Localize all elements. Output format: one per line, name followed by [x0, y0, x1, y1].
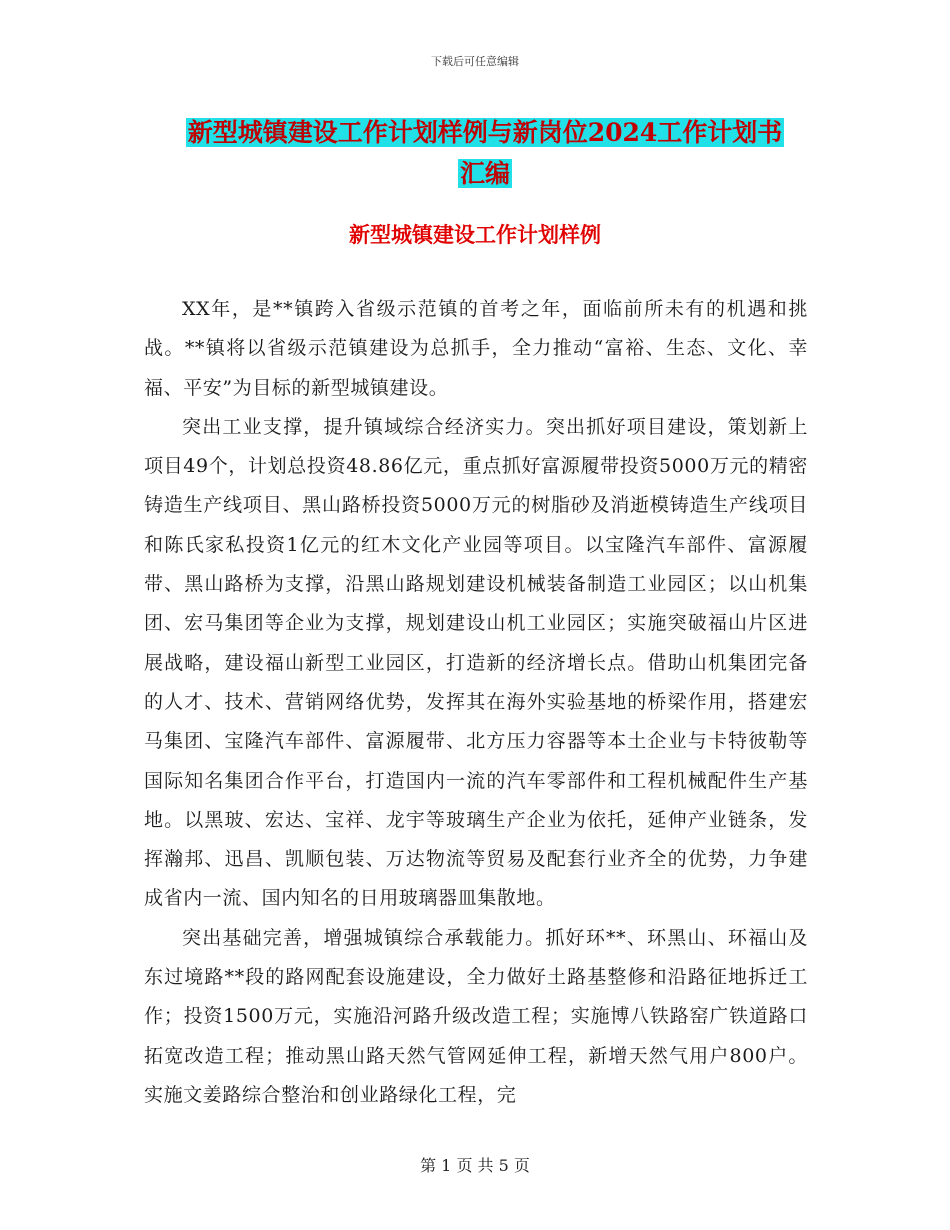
- document-title: [140, 112, 830, 194]
- page-footer: 第 1 页 共 5 页: [420, 1156, 530, 1175]
- body-paragraph: 突出工业支撑，提升镇域综合经济实力。突出抓好项目建设，策划新上项目49个，计划总投资48.86亿元，重点抓好富源履带投资5000万元的精密铸造生产线项目、黑山路桥投资5000万元的树脂砂及消逝模铸造生产线项目和陈氏家私投资1亿元的红木文化产业园等项目。以宝隆汽车部件、富源履带、黑山路桥为支撑，沿黑山路规划建设机械装备制造工业园区；以山机集团、宏马集团等企业为支撑，规划建设山机工业园区；实施突破福山片区进展战略，建设福山新型工业园区，打造新的经济增长点。借助山机集团完备的人才、技术、营销网络优势，发挥其在海外实验基地的桥梁作用，搭建宏马集团、宝隆汽车部件、富源履带、北方压力容器等本土企业与卡特彼勒等国际知名集团合作平台，打造国内一流的汽车零部件和工程机械配件生产基地。以黑玻、宏达、宝祥、龙宇等玻璃生产企业为依托，延伸产业链条，发挥瀚邦、迅昌、凯顺包装、万达物流等贸易及配套行业齐全的优势，力争建成省内一流、国内知名的日用玻璃器皿集散地。: [144, 415, 808, 910]
- body-paragraph: 突出基础完善，增强城镇综合承载能力。抓好环**、环黑山、环福山及东过境路**段的路网配套设施建设，全力做好土路基整修和沿路征地拆迁工作；投资1500万元，实施沿河路升级改造工程；实施博八铁路窑广铁道路口拓宽改造工程；推动黑山路天然气管网延伸工程，新增天然气用户800户。实施文姜路综合整治和创业路绿化工程，完: [144, 926, 808, 1106]
- body-paragraph: XX年，是**镇跨入省级示范镇的首考之年，面临前所未有的机遇和挑战。**镇将以省级示范镇建设为总抓手，全力推动“富裕、生态、文化、幸福、平安”为目标的新型城镇建设。: [144, 298, 808, 399]
- document-title-line2: 汇编: [459, 159, 510, 188]
- document-body: [144, 290, 808, 1115]
- section-title: 新型城镇建设工作计划样例: [349, 222, 601, 247]
- page-header-note: 下载后可任意编辑: [431, 55, 519, 68]
- document-title-line1: 新型城镇建设工作计划样例与新岗位2024工作计划书: [187, 118, 783, 147]
